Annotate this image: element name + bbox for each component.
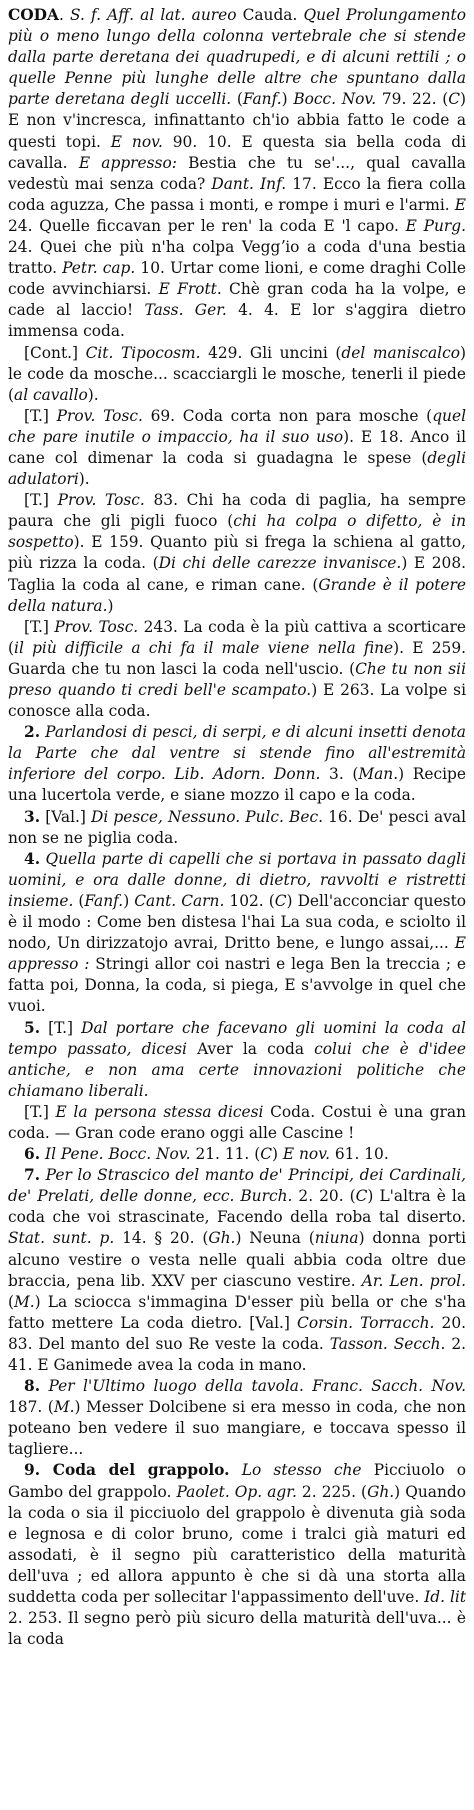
text-run: ) E 208. Taglia la coda al cane, e riman cane. ( (8, 554, 467, 594)
italic-run: Cant. Carn. (134, 891, 225, 910)
text-run: Chè gran coda ha la volpe, e cade al laccio! (8, 280, 466, 320)
bold-run: 3. (24, 807, 41, 826)
text-run: 2. 253. Il segno però più sicuro della maturità dell'uva... è la coda (8, 1609, 466, 1649)
italic-run: Fanf. (242, 90, 282, 109)
italic-run: E appresso : (8, 934, 466, 974)
text-run: [T.] (24, 617, 55, 636)
text-run: 2. 20. ( (292, 1187, 356, 1206)
entry-sense-paragraph (8, 1102, 466, 1144)
text-run: Coda. Costui è una gran coda. — Gran code erano oggi alle Cascine ! (8, 1102, 466, 1142)
italic-run: E (454, 195, 466, 214)
text-run: [T.] (24, 406, 57, 425)
text-run: [T.] (40, 1018, 82, 1037)
text-run: 83. Chi ha coda di paglia, ha sempre paura che gli pigli fuoco ( (8, 491, 466, 531)
text-run: ) le code da mosche... scacciargli le mosche, tenerli il piede ( (8, 343, 466, 404)
text-run: 90. 10. E questa sia bella coda di cavalla. (8, 132, 467, 172)
text-run: 16. De' pesci aval non se ne piglia coda. (8, 807, 466, 847)
text-run: ) Neuna ( (235, 1229, 315, 1248)
text-run (40, 1377, 48, 1395)
text-run (230, 1461, 242, 1479)
bold-run: CODA (8, 6, 59, 24)
text-run: ( (231, 90, 243, 109)
italic-run: C (274, 891, 287, 910)
italic-run: Lo stesso che (241, 1461, 362, 1480)
italic-run: Dant. Inf. (211, 174, 287, 193)
text-run: 2. 225. ( (296, 1482, 368, 1501)
italic-run: Man. (358, 765, 399, 784)
entry-sense-paragraph (8, 490, 466, 617)
bold-run: 2. (24, 723, 41, 742)
entry-sense-paragraph (8, 849, 466, 1018)
text-run: 21. 11. ( (190, 1145, 261, 1164)
italic-run: Fanf. (84, 891, 124, 910)
text-run: 61. 10. (329, 1145, 389, 1164)
text-run: ) E non v'incresca, infinattanto ch'io abbia fatto le code a questi topi. (8, 90, 466, 151)
italic-run: Dal portare che facevano gli uomini la coda al tempo passato, dicesi (8, 1018, 466, 1058)
text-run: 69. Coda corta non para mosche ( (142, 406, 433, 425)
text-run: Bestia che tu se'..., qual cavalla vedestù mai senza coda? (8, 153, 466, 193)
text-run: Stringi allor coi nastri e lega Ben la treccia ; e fatta poi, Donna, la coda, si piega, E s'avvolge in quel che vuoi. (8, 955, 466, 1016)
italic-run: E nov. (110, 132, 163, 151)
italic-run: Bocc. Nov. (293, 90, 377, 109)
entry-sense-paragraph (8, 1144, 466, 1165)
italic-run: Quel Prolungamento più o meno lungo della colonna vertebrale che si stende dalla parte deretana dei quadrupedi, e di alcuni rettili ; o quelle Penne più lunghe delle altre che spuntano dalla parte deretana degli uccelli. (8, 6, 466, 109)
italic-run: Di chi delle carezze invanisce. (158, 554, 402, 573)
text-run: ) L'altra è la coda che voi strascinate, Facendo della roba tal diserto. (8, 1187, 466, 1227)
italic-run: colui che è d'idee antiche, e non ama certe innovazioni politiche che chiamano liberali. (8, 1039, 466, 1100)
italic-run: M. (14, 1292, 35, 1311)
italic-run: Ar. Len. prol. (361, 1271, 466, 1290)
italic-run: Id. lit (424, 1588, 467, 1607)
text-run: ) donna porti alcuno vestire o vesta nelle quali abbia coda oltre due braccia, pena lib. XXV per ciascuno vestire. (8, 1229, 466, 1290)
italic-run: Cit. Tipocosm. (85, 343, 201, 362)
italic-run: al cavallo (14, 385, 88, 404)
text-run: ) Quando la coda o sia il picciuolo del grappolo è divenuta già soda e legnosa e di color bruno, come i tralci già maturi ed assodati, è il segno più caratteristico della maturità dell'uva ; ed allora appunto è che si dà una storta alla suddetta coda per sollecitar l'appassimento dell'uve. (8, 1482, 466, 1607)
italic-run: Per lo Strascico del manto de' Principi, dei Cardinali, de' Prelati, delle donne, ecc. Burch. (8, 1166, 466, 1206)
italic-run: degli adulatori (8, 448, 466, 489)
text-run: ) Messer Dolcibene si era messo in coda, che non poteano ben vedere il suo mangiare, e toccava spesso il tagliere... (8, 1398, 467, 1459)
bold-run: 6. (24, 1145, 41, 1164)
italic-run: Il Pene. Bocc. Nov. (44, 1145, 191, 1164)
text-run: ) (271, 1145, 283, 1164)
text-run: ) (281, 90, 294, 109)
text-run: ). E 259. Guarda che tu non lasci la coda nell'uscio. ( (8, 638, 466, 678)
text-run: ) (123, 891, 135, 910)
bold-run: 7. (24, 1166, 41, 1185)
entry-sense-paragraph (8, 722, 466, 806)
italic-run: Grande è il potere della natura. (8, 575, 466, 615)
text-run: [T.] (24, 1102, 56, 1121)
entry-sense-paragraph (8, 617, 466, 722)
italic-run: Che tu non sii preso quando ti credi bell'e scampato. (8, 659, 467, 699)
italic-run: del maniscalco (341, 343, 460, 362)
italic-run: C (260, 1145, 272, 1164)
italic-run: Tass. Ger. (144, 301, 227, 320)
text-run: 4. 4. E lor s'aggira dietro immensa coda. (8, 301, 466, 341)
text-run: ). E 18. Anco il cane col dimenar la coda si guadagna le spese ( (8, 427, 467, 467)
italic-run: E Purg. (405, 216, 466, 235)
text-run: 17. Ecco la fiera colla coda aguzza, Che passa i monti, e rompe i muri e l'armi. (8, 174, 466, 214)
text-run: [Val.] (40, 807, 92, 826)
text-run: ). (87, 385, 99, 404)
text-run: [T.] (24, 491, 58, 510)
entry-sense-paragraph (8, 1460, 466, 1650)
text-run: ) Dell'acconciar questo è il modo : Come ben distesa l'hai La sua coda, e sciolto il nodo, Un dirizzatojo avrai, Dritto bene, e lungo assai,... (8, 891, 467, 953)
text-run: 24. Quelle ficcavan per le ren' la coda E 'l capo. (8, 216, 406, 235)
italic-run: Corsin. Torracch. (297, 1313, 435, 1332)
text-run: 429. Gli uncini ( (200, 343, 342, 362)
text-run: Picciuolo o Gambo del grappolo. (8, 1461, 466, 1501)
entry-sense-paragraph (8, 343, 466, 406)
entry-sense-paragraph (8, 1165, 466, 1376)
italic-run: il più difficile a chi fa il male viene nella fine (14, 638, 394, 657)
text-run: ) La sciocca s'immagina D'esser più bella or che s'ha fatto mettere La coda dietro. [Val.] (8, 1292, 466, 1332)
bold-run: 5. (24, 1018, 41, 1037)
text-run: 79. 22. ( (376, 90, 449, 109)
text-run: ( (73, 891, 85, 910)
entry-sense-paragraph (8, 807, 466, 849)
italic-run: Prov. Tosc. (54, 617, 139, 636)
italic-run: quel che pare inutile o impaccio, ha il suo uso (8, 406, 466, 446)
text-run: 243. La coda è la più cattiva a scorticare ( (8, 617, 466, 657)
text-run: ). (78, 470, 90, 489)
italic-run: E appresso: (78, 153, 177, 172)
italic-run: Prov. Tosc. (56, 406, 143, 425)
italic-run: C (448, 90, 460, 109)
italic-run: Stat. sunt. p. (8, 1229, 115, 1248)
text-run: 10. Urtar come lioni, e come draghi Colle code avvinchiarsi. (8, 259, 466, 299)
italic-run: niuna (314, 1229, 359, 1248)
italic-run: S. f. Aff. al lat. aureo (69, 6, 237, 24)
text-run: Cauda. (236, 6, 304, 24)
text-run: ) E 263. La volpe si conosce alla coda. (8, 681, 466, 721)
text-run: [Cont.] (24, 343, 86, 362)
italic-run: Gh. (208, 1229, 236, 1248)
bold-run: 9. Coda del grappolo. (24, 1461, 230, 1480)
italic-run: Di pesce, Nessuno. Pulc. Bec. (91, 807, 323, 826)
text-run: 3. ( (320, 765, 359, 784)
text-run: 187. ( (8, 1398, 54, 1417)
italic-run: chi ha colpa o difetto, è in sospetto (8, 512, 467, 552)
italic-run: Prov. Tosc. (57, 491, 145, 510)
italic-run: Gh. (367, 1482, 395, 1501)
text-run: Aver la coda (186, 1039, 315, 1058)
bold-run: 8. (24, 1377, 41, 1396)
entry-sense-paragraph (8, 1376, 466, 1460)
entry-headword-paragraph (8, 5, 466, 343)
text-run: ) (107, 596, 114, 615)
entry-sense-paragraph (8, 1018, 466, 1102)
bold-run: 4. (24, 849, 41, 868)
text-run: 20. 83. Del manto del suo Re veste la coda. (8, 1313, 467, 1353)
italic-run: E nov. (282, 1145, 330, 1164)
italic-run: E Frott. (158, 280, 222, 299)
text-run: ) Recipe una lucertola verde, e siane mozzo il capo e la coda. (8, 765, 466, 805)
italic-run: E la persona stessa dicesi (55, 1102, 264, 1121)
text-run: 24. Quei che più n'ha colpa Veggʼio a coda d'una bestia tratto. (8, 238, 466, 278)
text-run: . (58, 6, 70, 24)
italic-run: Per l'Ultimo luogo della tavola. Franc. Sacch. Nov. (48, 1377, 466, 1396)
entry-sense-paragraph (8, 406, 466, 490)
text-run: ). E 159. Quanto più si frega la schiena al gatto, più rizza la coda. ( (8, 533, 466, 573)
italic-run: Tasson. Secch. (329, 1334, 446, 1353)
italic-run: C (355, 1187, 368, 1206)
text-run: 14. § 20. ( (114, 1229, 209, 1248)
text-run: 2. 41. E Ganimede avea la coda in mano. (8, 1334, 467, 1374)
text-run: 102. ( (224, 891, 275, 910)
italic-run: Paolet. Op. agr. (176, 1482, 297, 1501)
italic-run: Petr. cap. (62, 259, 136, 278)
italic-run: M. (53, 1398, 75, 1417)
italic-run: Quella parte di capelli che si portava in passato dagli uomini, e ora dalle donne, di dietro, ravvolti e ristretti insieme. (8, 849, 466, 910)
text-run: ( (8, 1292, 15, 1311)
italic-run: Parlandosi di pesci, di serpi, e di alcuni insetti denota la Parte che dal ventre si stende fino all'estremità inferiore del corpo. Lib. Adorn. Donn. (8, 723, 466, 784)
